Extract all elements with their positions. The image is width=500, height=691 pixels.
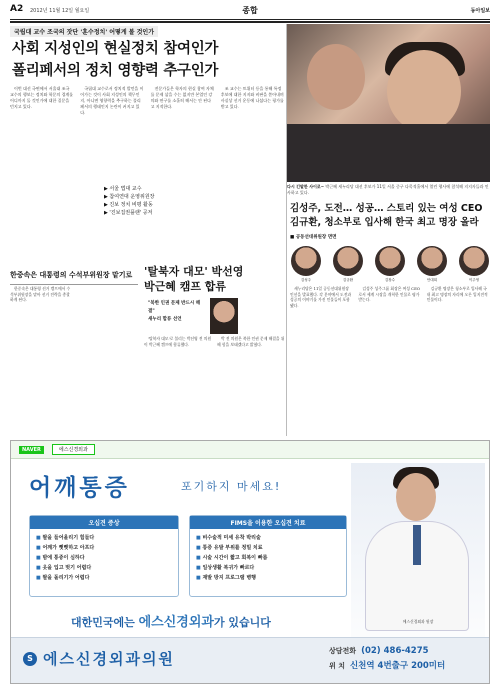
face-name: 김장수: [384, 278, 396, 282]
search-banner: [11, 441, 489, 459]
text-column: [217, 336, 286, 434]
text-column: [290, 286, 353, 426]
location-label: 위 치: [329, 662, 345, 670]
profile-text: ▶ 서울 법대 교수 ▶ 참여연대 운영위원장 ▶ 진보 정치 비평 활동 ▶ '진보집권플랜' 공저: [104, 186, 155, 216]
slogan-pre: 대한민국에는: [71, 616, 135, 629]
symptom-item: ■ 옷을 입고 벗기 어렵다: [36, 563, 172, 573]
treatment-item: ■ 일상생활 복귀가 빠르다: [196, 563, 340, 573]
text-column: [10, 86, 74, 264]
banner-search-box: 에스신경외과: [52, 444, 95, 455]
section-title: 종합: [242, 6, 258, 15]
story3-quote: [148, 300, 206, 324]
person-face: [387, 50, 461, 132]
news-photo: [287, 24, 490, 182]
ad-subhead: 포기하지 마세요!: [181, 480, 282, 493]
page-header: [10, 4, 490, 18]
face-card: [374, 246, 406, 283]
face-name: 김규환: [342, 278, 354, 282]
issue-date: 2012년 11월 12일 월요일: [30, 8, 90, 14]
paragraph: 박 전 의원은 북한 인권 문제 해결을 위해 힘을 보태겠다고 밝혔다.: [217, 336, 285, 347]
location-text: 신천역 4번출구 200미터: [349, 661, 446, 671]
story3-headline-text: '탈북자 대모' 박선영 박근혜 캠프 합류: [144, 265, 244, 293]
phone-number: (02) 486-4275: [361, 646, 429, 656]
story1-headline-text: 사회 지성인의 현실정치 참여인가 폴리페서의 정치 영향력 추구인가: [12, 41, 219, 79]
ad-slogan: [71, 611, 271, 630]
paragraph: 김성주 성주그룹 회장은 여성 CEO로서 세계 시장을 개척한 인물로 평가받는다.: [358, 286, 420, 303]
portrait-photo: [291, 246, 321, 276]
story3-quote-text: "북한 인권 문제 반드시 해결" 새누리 합류 선언: [148, 301, 201, 322]
clinic-logo-icon: S: [23, 652, 37, 666]
column-divider: [286, 24, 287, 436]
text-column: [77, 286, 139, 434]
story3-body: [144, 336, 286, 434]
text-column: [10, 286, 72, 434]
doctor-tie: [413, 525, 421, 565]
portrait-photo: [375, 246, 405, 276]
profile-box: [104, 185, 194, 247]
symptom-item: ■ 팔을 들어올리기 힘들다: [36, 533, 172, 543]
location-line: [329, 659, 445, 674]
photo-caption: [287, 184, 490, 196]
slogan-post: 가 있습니다: [213, 616, 271, 629]
portrait-photo: [417, 246, 447, 276]
portrait-photo: [459, 246, 489, 276]
story1-headline: [12, 38, 282, 82]
story3-headline: [144, 264, 284, 294]
paragraph: 이번 대선 국면에서 서울대 조국 교수의 행보는 정치와 학문의 경계를 어디까지 둘 것인가에 대한 질문을 던지고 있다.: [10, 86, 74, 109]
story-right-headline: [290, 202, 490, 230]
text-column: [358, 286, 421, 426]
story3-portrait: [210, 298, 238, 334]
header-rule: [10, 19, 490, 20]
story1-kicker: 국립대 교수 조국의 잣단 '훈수정치' 어떻게 볼 것인가: [10, 26, 158, 37]
paragraph: 한중속은 대통령 선거 캠프에서 수석부위원장을 맡아 선거 전략을 총괄하게 된다.: [10, 286, 71, 303]
treatment-list: [190, 529, 346, 587]
face-card: [416, 246, 448, 283]
symptom-item: ■ 어깨가 뻣뻣하고 아프다: [36, 543, 172, 553]
face-name: 안대희: [426, 278, 438, 282]
naver-logo: NAVER: [19, 446, 44, 454]
portrait-photo: [333, 246, 363, 276]
face-name: 김성주: [300, 278, 312, 282]
story2-body: [10, 286, 138, 434]
person-face: [307, 44, 365, 110]
paragraph: '탈북자 대모'로 불리는 박선영 전 의원이 박근혜 캠프에 합류했다.: [144, 336, 212, 347]
face-card: [332, 246, 364, 283]
text-column: [144, 336, 213, 434]
paragraph: 김규환 명장은 청소부로 입사해 국내 최고 명장의 자리에 오른 입지전적 인물이다.: [426, 286, 488, 303]
clinic-name: 에스신경외과의원: [43, 650, 175, 668]
publisher: 동아일보: [470, 8, 490, 14]
phone-line: [329, 644, 445, 659]
paragraph: 조 교수는 트위터 등을 통해 특정 후보에 대한 지지와 비판을 쏟아내며 사실상 선거 운동에 나섰다는 평가를 받고 있다.: [220, 86, 284, 109]
faces-label: ■ 공동선대위원장 면면: [290, 235, 337, 240]
symptom-list: [30, 529, 178, 587]
symptom-box-title: 오십견 증상: [30, 516, 178, 529]
treatment-item: ■ 시술 시간이 짧고 회복이 빠름: [196, 553, 340, 563]
face-card: [290, 246, 322, 283]
text-column: [221, 86, 285, 264]
treatment-item: ■ 비수술적 미세 유착 박리술: [196, 533, 340, 543]
symptom-item: ■ 팔을 돌리기가 어렵다: [36, 573, 172, 583]
symptom-box: [29, 515, 179, 597]
caption-text: 박근혜 새누리당 대선 후보가 11일 서울 중구 다목적홀에서 열린 행사에 참석해 지지자들과 인사하고 있다.: [287, 184, 489, 195]
story-right-headline-text: 김성주, 도전… 성공… 스토리 있는 여성 CEO 김규환, 청소부로 입사해 한국 최고 명장 올라: [290, 203, 483, 228]
paragraph: 국립대 교수로서 정치적 발언을 이어가는 것이 사회 지성인의 책무인지, 아니면 영향력을 추구하는 폴리페서의 행태인지 논란이 커지고 있다.: [80, 86, 144, 115]
doctor-caption: 에스신경외과 원장: [402, 619, 434, 624]
clinic-contact: [329, 644, 445, 674]
story-right-body: [290, 286, 490, 426]
story2-headline: 한중속은 대통령의 수석부위원장 맡기로: [10, 270, 138, 285]
text-column: [427, 286, 490, 426]
face-name: 이주영: [468, 278, 480, 282]
slogan-emphasis: 에스신경외과: [138, 615, 214, 630]
page-number: A2: [10, 4, 24, 14]
treatment-box: [189, 515, 347, 597]
faces-row: [290, 246, 490, 283]
doctor-face: [396, 473, 436, 521]
caption-bold: 다시 긴말한 사이로~: [287, 184, 325, 189]
header-rule-thick: [10, 21, 490, 23]
treatment-item: ■ 재발 방지 프로그램 병행: [196, 573, 340, 583]
phone-label: 상담전화: [329, 647, 357, 655]
clinic-footer: [11, 637, 489, 683]
paragraph: 전문가들은 학자의 현실 참여 자체를 문제 삼을 수는 없지만 본업인 강의와 연구를 소홀히 해서는 안 된다고 지적한다.: [150, 86, 214, 109]
paragraph: 새누리당은 11일 공동선대위원장 인선을 발표했다. 각 분야에서 도전과 성공의 이야기를 가진 인물들이 포함됐다.: [290, 286, 352, 308]
person-suit: [287, 124, 490, 182]
symptom-item: ■ 밤에 통증이 심하다: [36, 553, 172, 563]
ad-headline: 어깨통증: [29, 475, 130, 501]
treatment-item: ■ 통증 유발 부위를 정밀 치료: [196, 543, 340, 553]
treatment-box-title: FIMS을 이용한 오십견 치료: [190, 516, 346, 529]
clinic-advertisement: [10, 440, 490, 684]
face-card: [458, 246, 490, 283]
